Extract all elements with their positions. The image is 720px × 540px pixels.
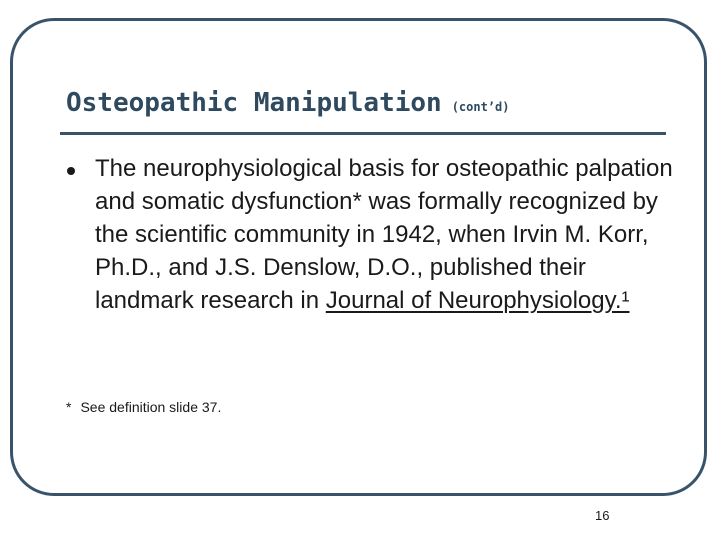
bullet-point-icon: [67, 167, 75, 175]
page-number: 16: [595, 508, 610, 523]
title-suffix: (cont’d): [451, 100, 510, 114]
footnote: [66, 399, 221, 415]
bullet-text: [95, 152, 685, 317]
journal-citation: Journal of Neurophysiology.¹: [325, 287, 630, 314]
footnote-marker: *: [66, 399, 72, 415]
footnote-text: See definition slide 37.: [80, 399, 222, 415]
title-divider: [60, 132, 666, 135]
slide-title: [66, 88, 509, 118]
bullet-text-main: The neurophysiological basis for osteopathic palpation and somatic dysfunction* was formally recognized by the scientific community in 1942, when Irvin M. Korr, Ph.D., and J.S. Denslow, D.O., published their landmark research in: [95, 155, 673, 314]
title-main: Osteopathic Manipulation: [66, 88, 442, 118]
